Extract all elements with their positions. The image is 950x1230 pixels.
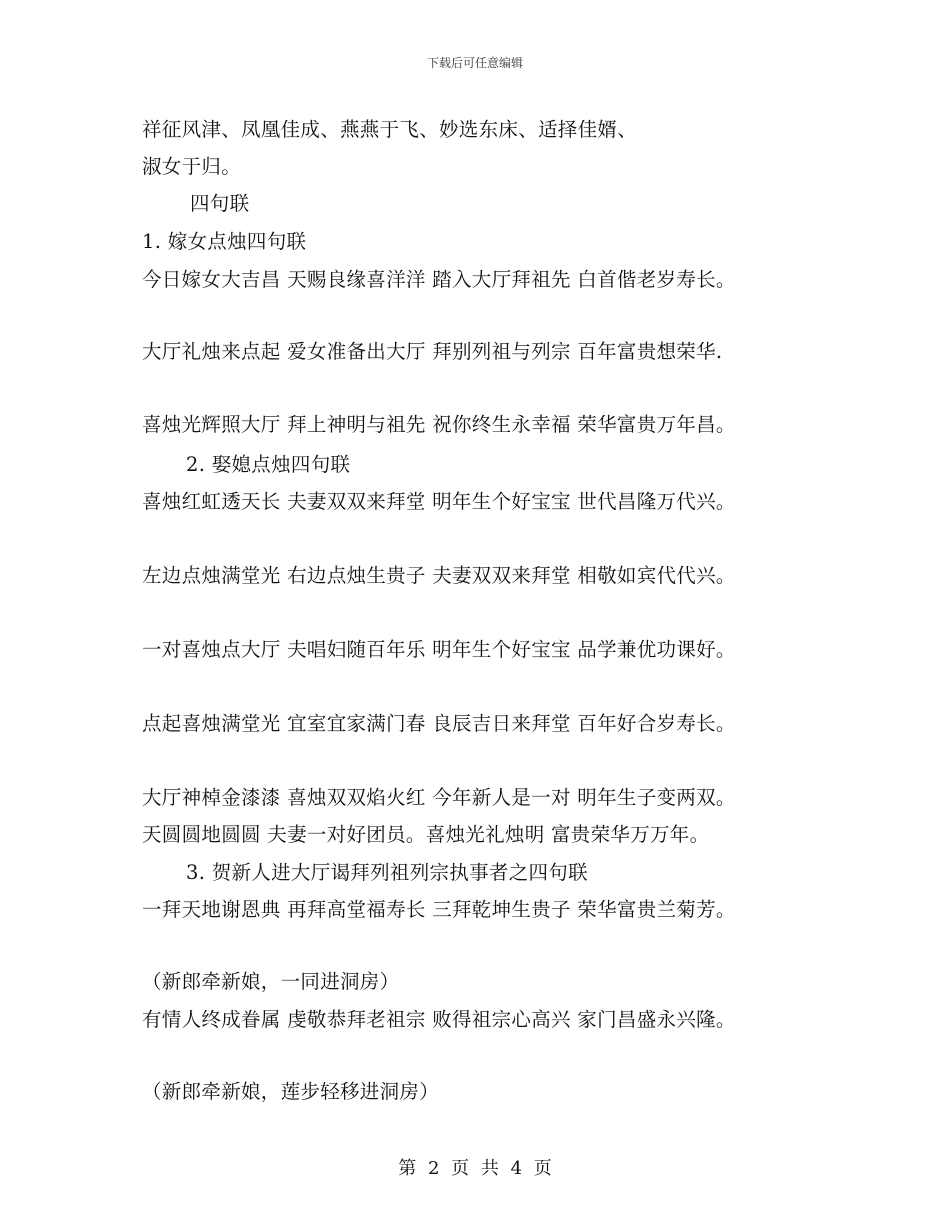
couplet-line: 有情人终成眷属 虔敬恭拜老祖宗 败得祖宗心高兴 家门昌盛永兴隆。: [142, 1008, 736, 1031]
couplet-line: 喜烛红虹透天长 夫妻双双来拜堂 明年生个好宝宝 世代昌隆万代兴。: [142, 490, 736, 513]
couplet-line: 今日嫁女大吉昌 天赐良缘喜洋洋 踏入大厅拜祖先 白首偕老岁寿长。: [142, 268, 736, 291]
text-line: 祥征风津、凤凰佳成、燕燕于飞、妙选东床、适择佳婿、: [142, 118, 638, 141]
couplet-line: 大厅礼烛来点起 爱女准备出大厅 拜别列祖与列宗 百年富贵想荣华.: [142, 340, 723, 363]
page-number: 第 2 页 共 4 页: [398, 1158, 552, 1179]
couplet-line: 一拜天地谢恩典 再拜高堂福寿长 三拜乾坤生贵子 荣华富贵兰菊芳。: [142, 898, 736, 921]
stage-direction: （新郎牵新娘，一同进洞房）: [142, 970, 400, 993]
stage-direction: （新郎牵新娘，莲步轻移进洞房）: [142, 1080, 440, 1103]
couplet-line: 一对喜烛点大厅 夫唱妇随百年乐 明年生个好宝宝 品学兼优功课好。: [142, 638, 736, 661]
subsection-heading: 1. 嫁女点烛四句联: [142, 230, 307, 253]
text-line: 淑女于归。: [142, 155, 242, 178]
section-heading: 四句联: [190, 192, 250, 215]
couplet-line: 天圆圆地圆圆 夫妻一对好团员。喜烛光礼烛明 富贵荣华万万年。: [142, 823, 710, 846]
couplet-line: 点起喜烛满堂光 宜室宜家满门春 良辰吉日来拜堂 百年好合岁寿长。: [142, 712, 736, 735]
subsection-heading: 3. 贺新人进大厅谒拜列祖列宗执事者之四句联: [186, 861, 588, 884]
subsection-heading: 2. 娶媳点烛四句联: [186, 453, 351, 476]
couplet-line: 喜烛光辉照大厅 拜上神明与祖先 祝你终生永幸福 荣华富贵万年昌。: [142, 413, 736, 436]
couplet-line: 左边点烛满堂光 右边点烛生贵子 夫妻双双来拜堂 相敬如宾代代兴。: [142, 564, 736, 587]
couplet-line: 大厅神棹金漆漆 喜烛双双焰火红 今年新人是一对 明年生子变两双。: [142, 786, 736, 809]
page-header: 下载后可任意编辑: [426, 56, 523, 70]
